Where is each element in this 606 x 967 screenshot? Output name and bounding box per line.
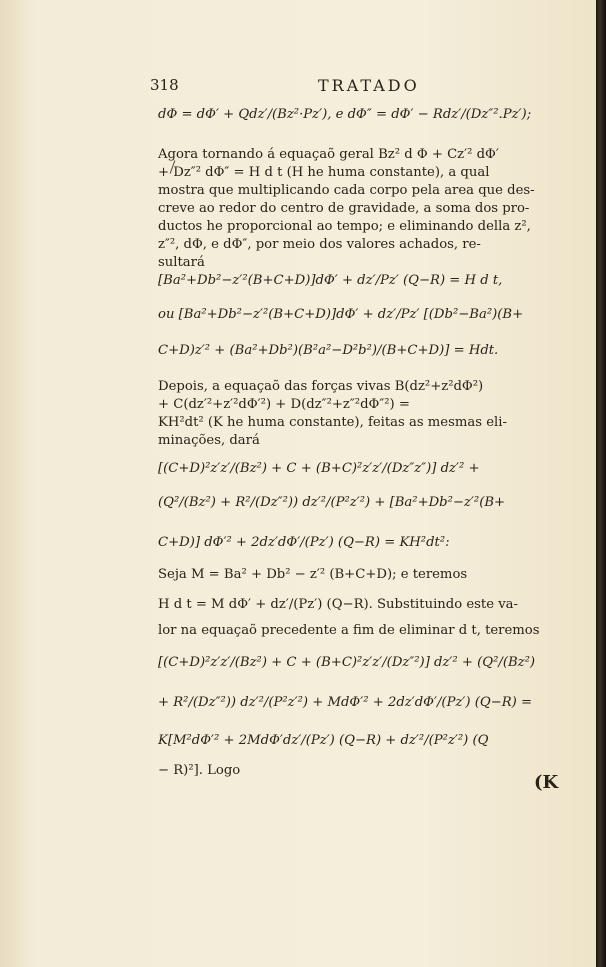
text-line: Seja M = Ba² + Db² − z′² (B+C+D); e teremos (158, 567, 468, 582)
equation-line: dΦ = dΦ′ + Qdz′/(Bz²·Pz′), e dΦ″ = dΦ′ − Rdz′/(Dz″².Pz′); (158, 107, 532, 122)
equation-line: [(C+D)²z′z′/(Bz²) + C + (B+C)²z′z′/(Dz″z″)] dz′² + (158, 461, 480, 476)
equation-line: [Ba²+Db²−z′²(B+C+D)]dΦ′ + dz′/Pz′ (Q−R) = H d t, (158, 273, 503, 288)
catchword: (K (534, 772, 559, 793)
page-number: 318 (150, 76, 179, 94)
text-line: H d t = M dΦ′ + dz′/(Pz′) (Q−R). Substituindo este va- (158, 597, 518, 612)
page-edge-shadow (596, 0, 606, 967)
equation-line: ou [Ba²+Db²−z′²(B+C+D)]dΦ′ + dz′/Pz′ [(Db²−Ba²)(B+ (158, 307, 524, 322)
text-line: − R)²]. Logo (158, 763, 241, 778)
text-line: KH²dt² (K he huma constante), feitas as mesmas eli- (158, 415, 507, 430)
text-line: z″², dΦ, e dΦ″, por meio dos valores achados, re- (158, 237, 481, 252)
text-line: + Dz″² dΦ″ = H d t (H he huma constante), a qual (158, 165, 490, 180)
text-line: ductos he proporcional ao tempo; e eliminando della z², (158, 219, 531, 234)
text-line: lor na equaçaõ precedente a fim de eliminar d t, teremos (158, 623, 540, 638)
text-line: minações, dará (158, 433, 260, 448)
text-line: creve ao redor do centro de gravidade, a soma dos pro- (158, 201, 530, 216)
equation-line: [(C+D)²z′z′/(Bz²) + C + (B+C)²z′z′/(Dz″²)] dz′² + (Q²/(Bz²) (158, 655, 536, 670)
running-title: TRATADO (318, 76, 420, 95)
text-line: mostra que multiplicando cada corpo pela area que des- (158, 183, 535, 198)
running-header (150, 76, 560, 100)
text-line: sultará (158, 255, 205, 270)
text-line: Depois, a equaçaõ das forças vivas B(dz²+z²dΦ²) (158, 379, 484, 394)
equation-line: C+D)] dΦ′² + 2dz′dΦ′/(Pz′) (Q−R) = KH²dt²: (158, 535, 450, 550)
text-line: Agora tornando á equaçaõ geral Bz² d Φ + Cz′² dΦ′ (158, 147, 499, 162)
equation-line: + R²/(Dz″²)) dz′²/(P²z′²) + MdΦ′² + 2dz′dΦ′/(Pz′) (Q−R) = (158, 695, 533, 710)
equation-line: K[M²dΦ′² + 2MdΦ′dz′/(Pz′) (Q−R) + dz′²/(P²z′²) (Q (158, 733, 489, 748)
equation-line: C+D)z′² + (Ba²+Db²)(B²a²−D²b²)/(B+C+D)] = Hdt. (158, 343, 499, 358)
text-line: + C(dz′²+z′²dΦ′²) + D(dz″²+z″²dΦ″²) = (158, 397, 410, 412)
equation-line: (Q²/(Bz²) + R²/(Dz″²)) dz′²/(P²z′²) + [Ba²+Db²−z′²(B+ (158, 495, 506, 510)
